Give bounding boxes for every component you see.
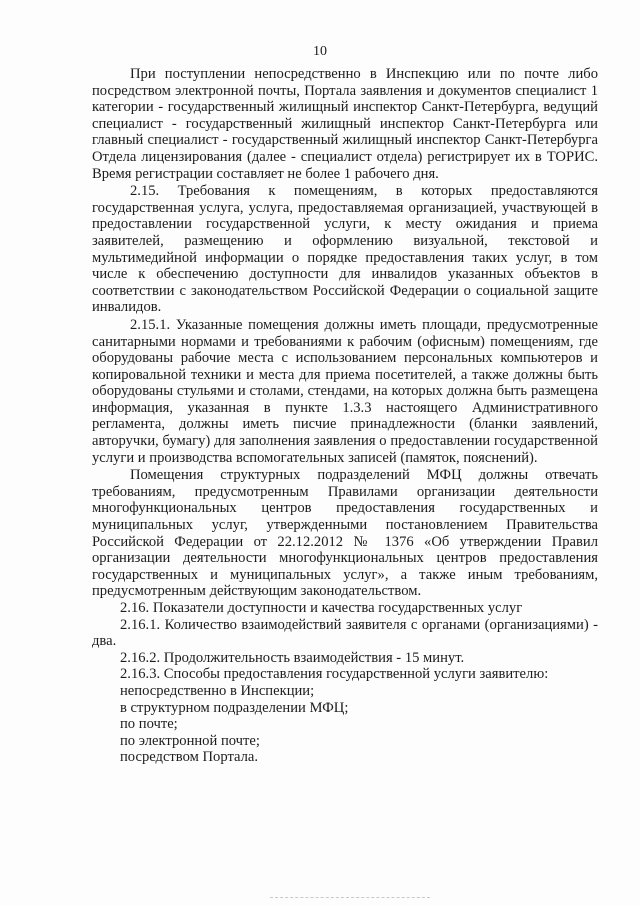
paragraph-2-15-1: 2.15.1. Указанные помещения должны иметь площади, предусмотренные санитарными нормами и требованиями к рабочим (офисным) помещениям, где оборудованы рабочие места с использованием персональных компьютеров и копировальной техники и места для приема посетителей, а также должны быть оборудованы стульями и столами, стендами, на которых должна быть размещена информация, указанная в пункте 1.3.3 настоящего Административного регламента, должны иметь писчие принадлежности (бланки заявлений, авторучки, бумагу) для заполнения заявления о предоставлении государственной услуги и производства вспомогательных записей (памяток, пояснений). bbox=[92, 316, 598, 466]
method-post: по почте; bbox=[120, 716, 178, 733]
paragraph-registration: При поступлении непосредственно в Инспекцию или по почте либо посредством электронной почты, Портала заявления и документов специалист 1 категории - государственный жилищный инспектор Санкт-Петербурга, ведущий специалист - государственный жилищный инспектор Санкт-Петербурга или главный специалист - государственный жилищный инспектор Санкт-Петербурга Отдела лицензирования (далее - специалист отдела) регистрирует их в ТОРИС. Время регистрации составляет не более 1 рабочего дня. bbox=[92, 66, 598, 182]
heading-2-16: 2.16. Показатели доступности и качества государственных услуг bbox=[120, 600, 523, 616]
page-number: 10 bbox=[313, 44, 327, 59]
scan-edge-mark bbox=[270, 897, 430, 899]
paragraph-2-15: 2.15. Требования к помещениям, в которых предоставляются государственная услуга, услуга, предоставляемая организацией, участвующей в предоставлении государственной услуги, к месту ожидания и приема заявителей, размещению и оформлению визуальной, текстовой и мультимедийной информации о порядке предоставления таких услуг, в том числе к обеспечению доступности для инвалидов указанных объектов в соответствии с законодательством Российской Федерации о социальной защите инвалидов. bbox=[92, 183, 598, 316]
item-2-16-3: 2.16.3. Способы предоставления государственной услуги заявителю: bbox=[120, 666, 549, 683]
document-body bbox=[92, 66, 598, 766]
method-inspection: непосредственно в Инспекции; bbox=[120, 682, 315, 699]
method-portal: посредством Портала. bbox=[120, 749, 259, 766]
method-mfc: в структурном подразделении МФЦ; bbox=[120, 699, 349, 716]
method-email: по электронной почте; bbox=[120, 732, 260, 749]
item-2-16-2: 2.16.2. Продолжительность взаимодействия - 15 минут. bbox=[120, 649, 465, 666]
paragraph-mfc-premises: Помещения структурных подразделений МФЦ должны отвечать требованиям, предусмотренным Правилами организации деятельности многофункциональных центров предоставления государственных и муниципальных услуг, утвержденными постановлением Правительства Российской Федерации от 22.12.2012 № 1376 «Об утверждении Правил организации деятельности многофункциональных центров предоставления государственных и муниципальных услуг», а также иным требованиям, предусмотренным действующим законодательством. bbox=[92, 467, 598, 600]
item-2-16-1: 2.16.1. Количество взаимодействий заявителя с органами (организациями) - два. bbox=[92, 616, 598, 650]
